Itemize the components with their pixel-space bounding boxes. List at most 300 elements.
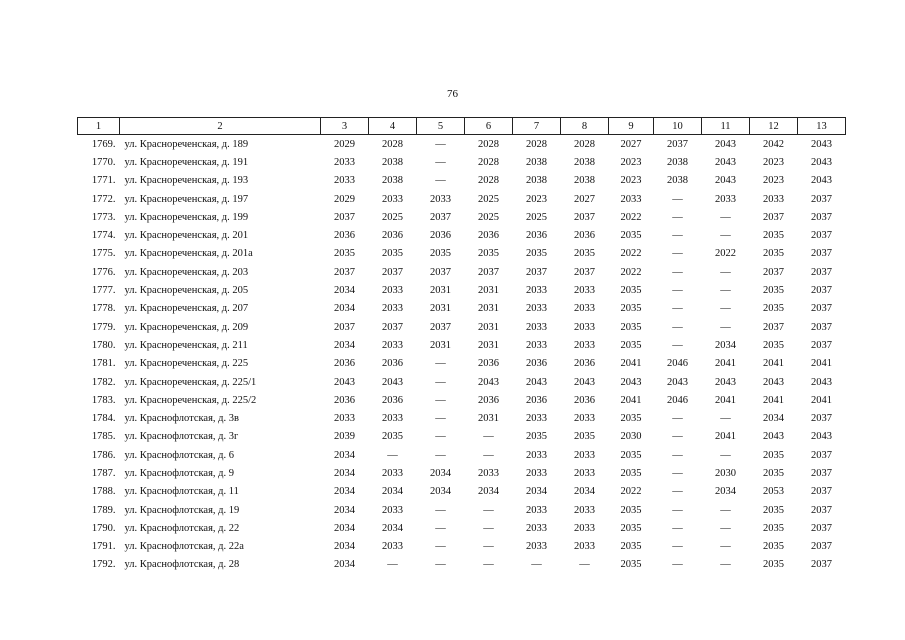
year-cell: 2034 [334, 339, 355, 351]
year-cell: — [483, 504, 494, 516]
year-cell: 2038 [526, 175, 547, 187]
year-cell: 2034 [334, 303, 355, 315]
year-cell: 2031 [430, 303, 451, 315]
year-cell: 2046 [667, 394, 688, 406]
year-cell: 2034 [574, 486, 595, 498]
year-cell: 2037 [334, 321, 355, 333]
year-cell: 2038 [382, 175, 403, 187]
year-cell: 2033 [526, 449, 547, 461]
year-cell: 2043 [382, 376, 403, 388]
table-row [78, 300, 846, 318]
table-row [78, 190, 846, 208]
header-row [78, 118, 846, 135]
year-cell: 2030 [620, 431, 642, 443]
year-cell: 2033 [526, 321, 547, 333]
year-cell: — [435, 358, 446, 370]
year-cell: 2037 [811, 541, 832, 553]
year-cell: — [720, 413, 731, 425]
address-cell: ул. Краснореченская, д. 225 [124, 358, 249, 370]
year-cell: 2022 [715, 248, 736, 260]
year-cell: 2028 [478, 175, 499, 187]
year-cell: 2023 [763, 156, 784, 168]
year-cell: 2041 [763, 358, 784, 370]
year-cell: 2028 [478, 138, 499, 150]
year-cell: 2043 [763, 431, 784, 443]
table-row [78, 153, 846, 171]
year-cell: 2022 [620, 486, 642, 498]
year-cell: 2037 [811, 413, 832, 425]
year-cell: 2037 [811, 285, 832, 297]
year-cell: — [672, 285, 683, 297]
year-cell: 2028 [478, 156, 499, 168]
year-cell: 2038 [667, 175, 688, 187]
year-cell: 2038 [382, 156, 403, 168]
year-cell: 2043 [667, 376, 688, 388]
year-cell: 2043 [715, 138, 736, 150]
table-row [78, 519, 846, 537]
year-cell: 2041 [715, 358, 736, 370]
row-number: 1786. [91, 449, 116, 461]
year-cell: 2033 [334, 156, 355, 168]
year-cell: 2036 [478, 230, 499, 242]
address-cell: ул. Краснореченская, д. 193 [124, 175, 249, 187]
year-cell: 2033 [382, 541, 403, 553]
row-number: 1770. [91, 156, 116, 168]
year-cell: 2036 [382, 230, 403, 242]
year-cell: 2041 [715, 394, 736, 406]
year-cell: 2033 [334, 175, 355, 187]
year-cell: 2037 [811, 559, 832, 571]
year-cell: 2034 [334, 559, 355, 571]
year-cell: — [435, 156, 446, 168]
table-row [78, 263, 846, 281]
year-cell: 2053 [763, 486, 784, 498]
year-cell: 2035 [620, 321, 642, 333]
address-cell: ул. Краснофлотская, д. 9 [124, 467, 235, 479]
year-cell: 2028 [574, 138, 595, 150]
year-cell: 2034 [526, 486, 547, 498]
year-cell: 2033 [763, 193, 784, 205]
address-cell: ул. Краснофлотская, д. 3г [124, 431, 239, 443]
year-cell: 2036 [574, 230, 595, 242]
row-number: 1775. [91, 248, 116, 260]
row-number: 1772. [91, 193, 116, 205]
year-cell: — [720, 211, 731, 223]
year-cell: 2043 [811, 156, 832, 168]
row-number: 1777. [91, 285, 116, 297]
year-cell: 2037 [811, 504, 832, 516]
year-cell: 2031 [478, 321, 499, 333]
year-cell: 2035 [763, 467, 784, 479]
year-cell: 2036 [382, 358, 403, 370]
year-cell: 2043 [811, 175, 832, 187]
year-cell: — [579, 559, 590, 571]
year-cell: 2037 [811, 266, 832, 278]
address-cell: ул. Краснофлотская, д. 22а [124, 541, 244, 553]
year-cell: 2033 [574, 449, 595, 461]
column-header-9: 9 [609, 118, 654, 135]
year-cell: 2034 [430, 486, 451, 498]
year-cell: 2036 [478, 394, 499, 406]
address-cell: ул. Краснореченская, д. 203 [124, 266, 249, 278]
row-number: 1792. [91, 559, 116, 571]
year-cell: 2039 [334, 431, 355, 443]
row-number: 1769. [91, 138, 116, 150]
year-cell: 2033 [382, 303, 403, 315]
row-number: 1781. [91, 358, 116, 370]
year-cell: 2035 [620, 522, 642, 534]
row-number: 1789. [91, 504, 116, 516]
year-cell: 2031 [430, 285, 451, 297]
year-cell: 2033 [382, 339, 403, 351]
page-number: 76 [447, 88, 458, 100]
year-cell: 2035 [526, 248, 547, 260]
year-cell: 2023 [620, 156, 642, 168]
year-cell: 2033 [574, 522, 595, 534]
year-cell: — [435, 522, 446, 534]
year-cell: — [672, 230, 683, 242]
year-cell: 2033 [574, 321, 595, 333]
table-row [78, 135, 846, 154]
year-cell: 2037 [811, 211, 832, 223]
address-cell: ул. Краснофлотская, д. 6 [124, 449, 235, 461]
table-row [78, 464, 846, 482]
year-cell: 2027 [620, 138, 642, 150]
year-cell: — [483, 522, 494, 534]
year-cell: — [483, 449, 494, 461]
year-cell: 2036 [382, 394, 403, 406]
year-cell: 2033 [574, 339, 595, 351]
year-cell: 2037 [478, 266, 499, 278]
year-cell: 2041 [763, 394, 784, 406]
year-cell: 2035 [526, 431, 547, 443]
year-cell: 2034 [334, 541, 355, 553]
year-cell: 2035 [620, 559, 642, 571]
year-cell: — [483, 541, 494, 553]
year-cell: 2043 [811, 431, 832, 443]
year-cell: 2033 [715, 193, 736, 205]
year-cell: 2041 [811, 394, 832, 406]
year-cell: 2038 [667, 156, 688, 168]
year-cell: — [720, 303, 731, 315]
year-cell: 2037 [811, 193, 832, 205]
year-cell: 2034 [334, 522, 355, 534]
year-cell: 2041 [811, 358, 832, 370]
address-cell: ул. Краснореченская, д. 189 [124, 138, 249, 150]
year-cell: 2035 [620, 467, 642, 479]
column-header-12: 12 [750, 118, 798, 135]
year-cell: 2038 [574, 175, 595, 187]
year-cell: 2043 [715, 175, 736, 187]
year-cell: — [672, 303, 683, 315]
year-cell: 2036 [334, 230, 355, 242]
year-cell: 2037 [811, 522, 832, 534]
year-cell: — [435, 449, 446, 461]
year-cell: 2037 [430, 211, 451, 223]
table-row [78, 409, 846, 427]
row-number: 1787. [91, 467, 116, 479]
year-cell: — [435, 394, 446, 406]
year-cell: 2037 [811, 339, 832, 351]
year-cell: — [672, 321, 683, 333]
year-cell: 2034 [430, 467, 451, 479]
year-cell: 2035 [620, 285, 642, 297]
year-cell: 2034 [715, 486, 736, 498]
table-row [78, 538, 846, 556]
address-cell: ул. Краснофлотская, д. 11 [124, 486, 239, 498]
year-cell: 2031 [478, 413, 499, 425]
column-header-10: 10 [654, 118, 702, 135]
column-header-4: 4 [369, 118, 417, 135]
year-cell: 2033 [526, 522, 547, 534]
year-cell: — [672, 211, 683, 223]
year-cell: 2025 [478, 211, 499, 223]
year-cell: 2041 [715, 431, 736, 443]
row-number: 1779. [91, 321, 116, 333]
year-cell: 2033 [574, 413, 595, 425]
row-number: 1790. [91, 522, 116, 534]
year-cell: — [672, 486, 683, 498]
address-cell: ул. Краснореченская, д. 205 [124, 285, 249, 297]
year-cell: — [672, 541, 683, 553]
year-cell: 2033 [526, 303, 547, 315]
year-cell: 2037 [334, 211, 355, 223]
year-cell: — [387, 449, 398, 461]
year-cell: 2035 [574, 248, 595, 260]
year-cell: 2029 [334, 193, 355, 205]
row-number: 1785. [91, 431, 116, 443]
year-cell: — [672, 522, 683, 534]
year-cell: 2036 [334, 358, 355, 370]
address-cell: ул. Краснореченская, д. 191 [124, 156, 249, 168]
year-cell: 2043 [715, 376, 736, 388]
year-cell: 2037 [334, 266, 355, 278]
year-cell: 2033 [620, 193, 642, 205]
year-cell: 2035 [763, 285, 784, 297]
year-cell: — [720, 321, 731, 333]
table-row [78, 391, 846, 409]
year-cell: 2037 [811, 486, 832, 498]
year-cell: 2036 [574, 394, 595, 406]
column-header-3: 3 [321, 118, 369, 135]
year-cell: 2036 [574, 358, 595, 370]
year-cell: 2043 [334, 376, 355, 388]
year-cell: — [435, 376, 446, 388]
year-cell: 2035 [763, 248, 784, 260]
address-cell: ул. Краснореченская, д. 197 [124, 193, 249, 205]
year-cell: 2037 [811, 467, 832, 479]
year-cell: 2035 [763, 559, 784, 571]
year-cell: 2034 [334, 504, 355, 516]
address-cell: ул. Краснофлотская, д. 19 [124, 504, 240, 516]
data-table [77, 117, 846, 574]
row-number: 1778. [91, 303, 116, 315]
row-number: 1791. [91, 541, 116, 553]
year-cell: 2041 [620, 394, 642, 406]
year-cell: 2035 [620, 230, 642, 242]
address-cell: ул. Краснореченская, д. 225/1 [124, 376, 257, 388]
year-cell: 2035 [478, 248, 499, 260]
year-cell: — [672, 413, 683, 425]
year-cell: 2036 [478, 358, 499, 370]
column-header-5: 5 [417, 118, 465, 135]
address-cell: ул. Краснофлотская, д. 22 [124, 522, 240, 534]
year-cell: — [672, 449, 683, 461]
year-cell: 2034 [334, 449, 355, 461]
year-cell: 2025 [478, 193, 499, 205]
year-cell: 2037 [382, 321, 403, 333]
row-number: 1780. [91, 339, 116, 351]
year-cell: — [435, 175, 446, 187]
year-cell: 2033 [334, 413, 355, 425]
year-cell: 2034 [334, 285, 355, 297]
year-cell: 2035 [763, 541, 784, 553]
year-cell: — [672, 559, 683, 571]
year-cell: 2030 [715, 467, 736, 479]
year-cell: 2037 [811, 248, 832, 260]
year-cell: 2036 [526, 358, 547, 370]
row-number: 1771. [91, 175, 116, 187]
table-row [78, 428, 846, 446]
row-number: 1783. [91, 394, 116, 406]
address-cell: ул. Краснофлотская, д. 28 [124, 559, 240, 571]
year-cell: — [483, 431, 494, 443]
year-cell: 2037 [526, 266, 547, 278]
year-cell: 2036 [334, 394, 355, 406]
year-cell: 2035 [334, 248, 355, 260]
year-cell: 2034 [334, 486, 355, 498]
year-cell: 2037 [763, 266, 784, 278]
year-cell: 2037 [430, 266, 451, 278]
address-cell: ул. Краснореченская, д. 201а [124, 248, 253, 260]
year-cell: 2023 [620, 175, 642, 187]
year-cell: — [720, 266, 731, 278]
year-cell: 2027 [574, 193, 595, 205]
table-row [78, 446, 846, 464]
address-cell: ул. Краснореченская, д. 201 [124, 230, 249, 242]
year-cell: 2043 [715, 156, 736, 168]
year-cell: 2033 [574, 467, 595, 479]
year-cell: — [435, 541, 446, 553]
year-cell: 2033 [574, 504, 595, 516]
year-cell: 2025 [526, 211, 547, 223]
table-row [78, 172, 846, 190]
year-cell: 2035 [574, 431, 595, 443]
year-cell: 2035 [763, 449, 784, 461]
row-number: 1784. [91, 413, 116, 425]
year-cell: — [720, 541, 731, 553]
year-cell: 2038 [574, 156, 595, 168]
year-cell: 2037 [667, 138, 688, 150]
table-row [78, 373, 846, 391]
year-cell: — [435, 431, 446, 443]
year-cell: 2035 [620, 504, 642, 516]
year-cell: — [672, 193, 683, 205]
year-cell: 2022 [620, 248, 642, 260]
year-cell: 2043 [526, 376, 547, 388]
year-cell: 2038 [526, 156, 547, 168]
year-cell: 2036 [526, 230, 547, 242]
table-row [78, 336, 846, 354]
year-cell: 2028 [526, 138, 547, 150]
year-cell: — [720, 559, 731, 571]
year-cell: 2033 [382, 413, 403, 425]
year-cell: 2033 [574, 541, 595, 553]
year-cell: 2023 [526, 193, 547, 205]
year-cell: 2025 [382, 211, 403, 223]
year-cell: 2035 [620, 449, 642, 461]
year-cell: 2043 [811, 376, 832, 388]
year-cell: 2034 [382, 522, 403, 534]
address-cell: ул. Краснофлотская, д. 3в [124, 413, 239, 425]
year-cell: 2034 [478, 486, 499, 498]
year-cell: — [720, 504, 731, 516]
year-cell: 2022 [620, 211, 642, 223]
year-cell: 2037 [811, 449, 832, 461]
year-cell: — [435, 504, 446, 516]
year-cell: 2037 [763, 211, 784, 223]
year-cell: 2037 [574, 266, 595, 278]
year-cell: 2037 [430, 321, 451, 333]
year-cell: 2035 [430, 248, 451, 260]
year-cell: 2034 [334, 467, 355, 479]
year-cell: — [720, 522, 731, 534]
year-cell: 2033 [382, 193, 403, 205]
year-cell: 2035 [382, 431, 403, 443]
year-cell: 2043 [574, 376, 595, 388]
year-cell: 2041 [620, 358, 642, 370]
year-cell: 2035 [763, 230, 784, 242]
table-row [78, 318, 846, 336]
year-cell: 2023 [763, 175, 784, 187]
table-row [78, 245, 846, 263]
year-cell: 2035 [763, 504, 784, 516]
row-number: 1774. [91, 230, 116, 242]
year-cell: 2043 [811, 138, 832, 150]
table-row [78, 281, 846, 299]
table-row [78, 355, 846, 373]
year-cell: — [720, 230, 731, 242]
year-cell: 2028 [382, 138, 403, 150]
year-cell: 2033 [526, 504, 547, 516]
year-cell: 2043 [763, 376, 784, 388]
year-cell: 2037 [811, 303, 832, 315]
year-cell: — [435, 413, 446, 425]
year-cell: 2033 [526, 339, 547, 351]
column-header-6: 6 [465, 118, 513, 135]
year-cell: 2043 [478, 376, 499, 388]
row-number: 1773. [91, 211, 116, 223]
row-number: 1782. [91, 376, 116, 388]
address-cell: ул. Краснореченская, д. 211 [124, 339, 248, 351]
year-cell: 2033 [430, 193, 451, 205]
year-cell: 2034 [763, 413, 784, 425]
year-cell: — [672, 248, 683, 260]
year-cell: 2033 [382, 467, 403, 479]
year-cell: — [531, 559, 542, 571]
address-cell: ул. Краснореченская, д. 207 [124, 303, 249, 315]
year-cell: 2034 [382, 486, 403, 498]
year-cell: 2043 [620, 376, 642, 388]
year-cell: 2031 [430, 339, 451, 351]
year-cell: 2037 [574, 211, 595, 223]
year-cell: — [672, 339, 683, 351]
year-cell: — [435, 138, 446, 150]
year-cell: 2036 [430, 230, 451, 242]
year-cell: 2031 [478, 339, 499, 351]
year-cell: — [672, 467, 683, 479]
year-cell: 2035 [620, 339, 642, 351]
